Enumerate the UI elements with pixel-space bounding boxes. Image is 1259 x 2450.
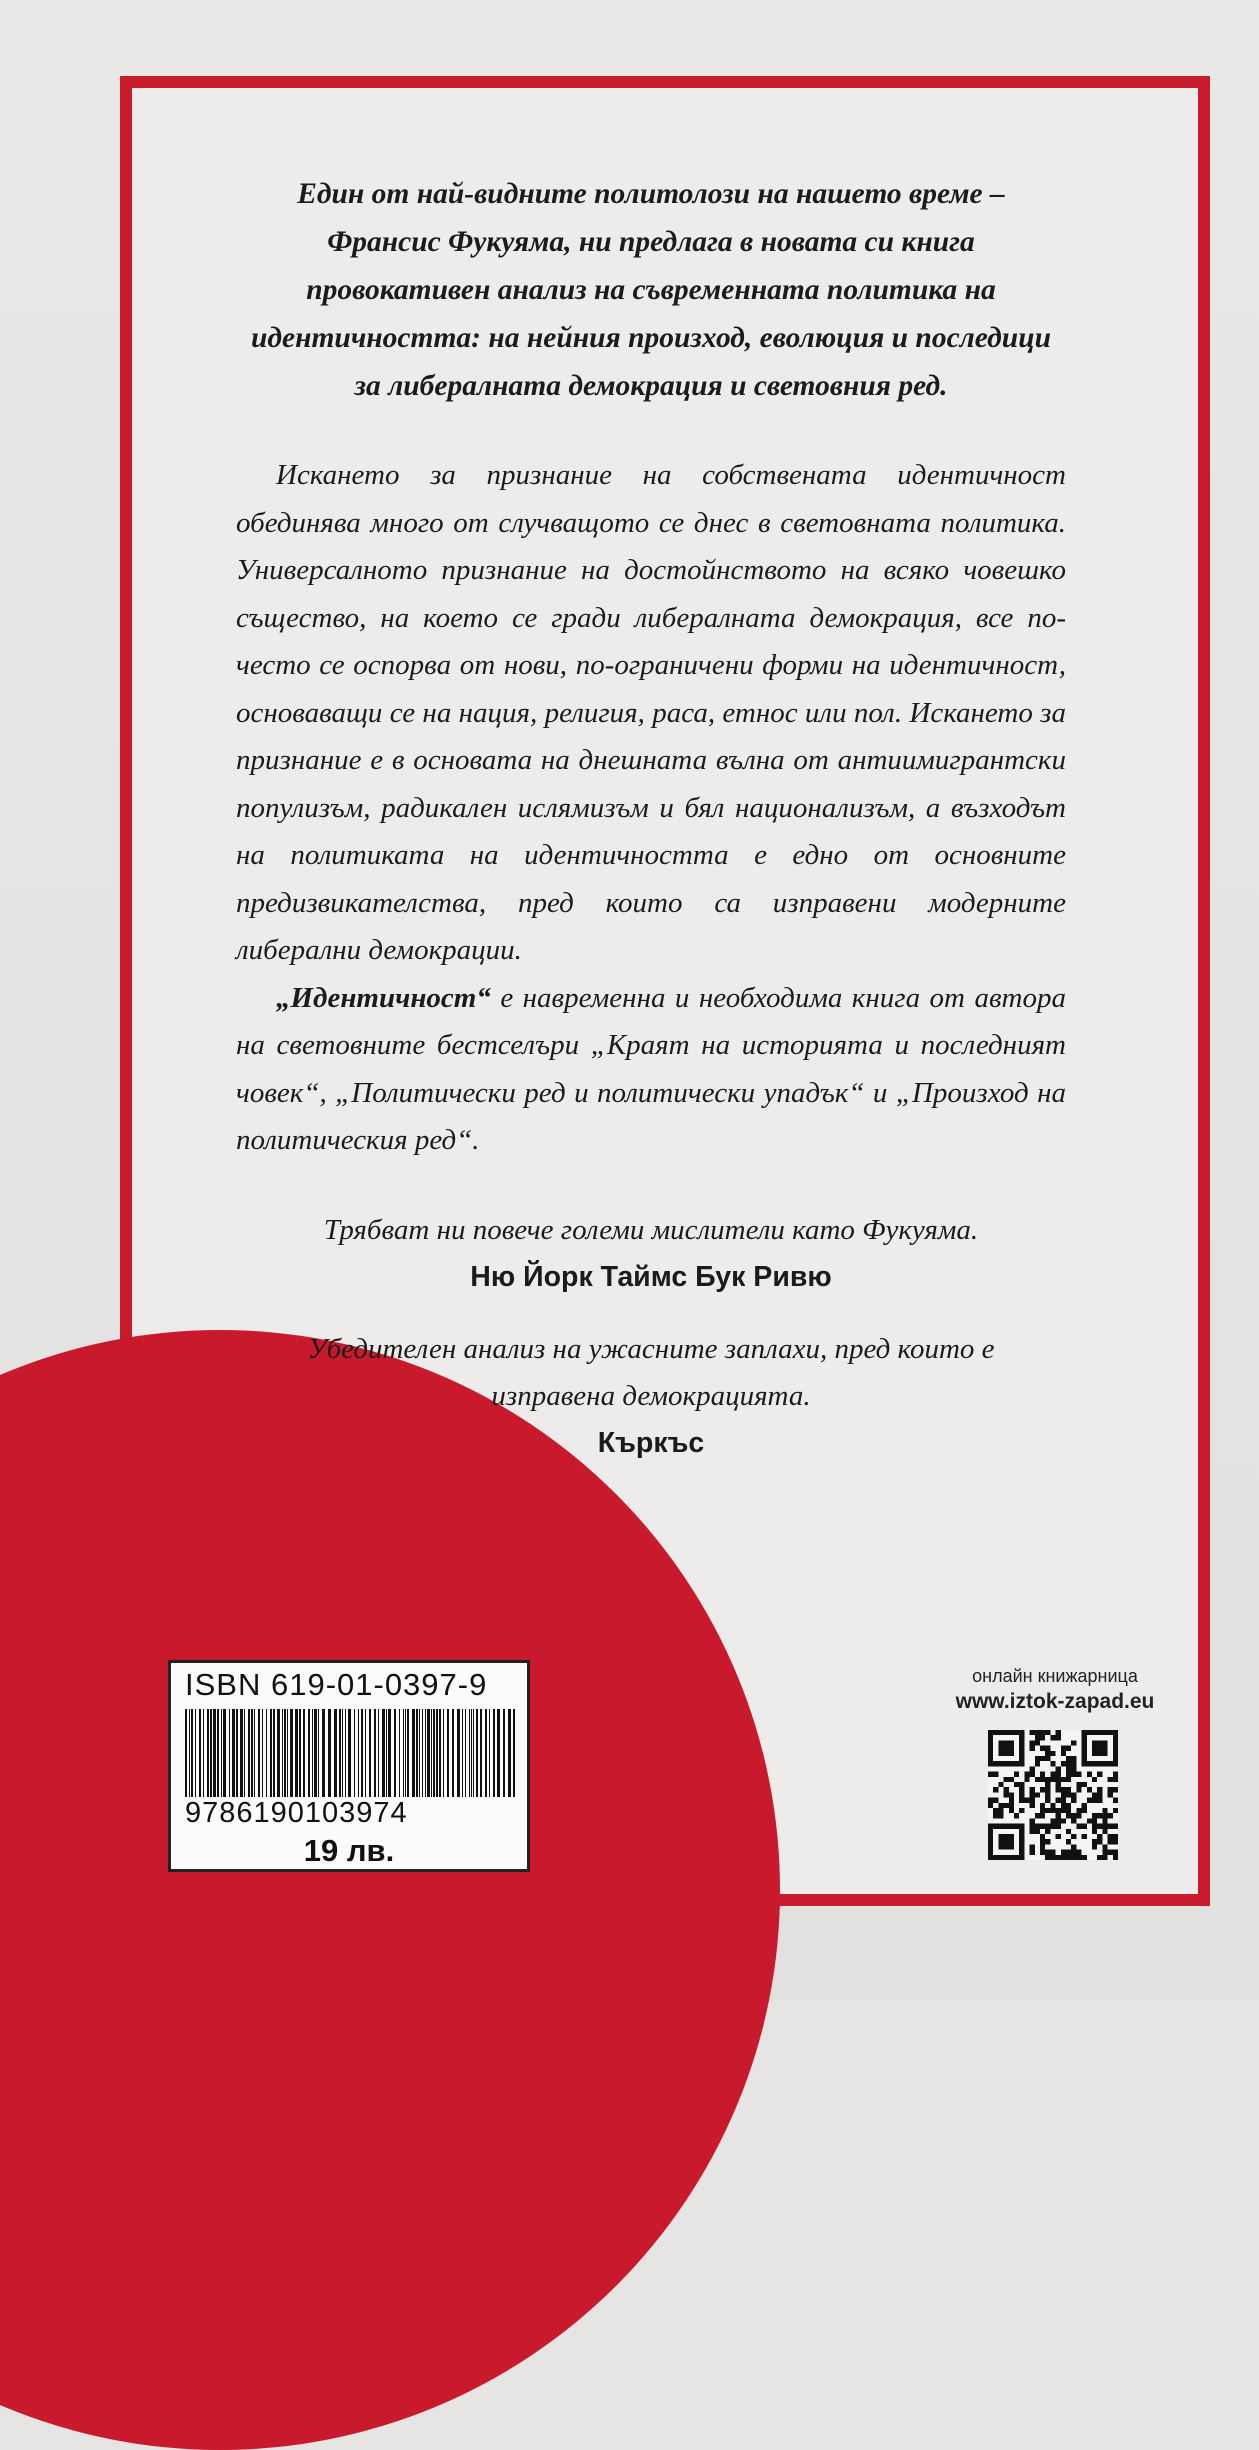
- intro-line: Франсис Фукуяма, ни предлага в новата си книга: [327, 226, 975, 258]
- body-paragraph-2: [236, 975, 1066, 1165]
- body-paragraph-2-text: е навременна и необходима книга от автора на световните бестселъри „Краят на историята и последният човек“, „Политически ред и политически упадък“ и „Произход на политическия ред“.: [236, 981, 1066, 1156]
- book-title-mention: „Идентичност“: [276, 981, 491, 1014]
- shop-url-link[interactable]: www.iztok-zapad.eu: [955, 1690, 1155, 1713]
- qr-code: [988, 1730, 1118, 1860]
- barcode-digits: 9786190103974: [185, 1797, 408, 1829]
- body-paragraph-1: Искането за признание на собствената идентичност обединява много от случващото се днес в световната политика. Универсалното признание на достойнството на всяко човешко същество, на което се гради либералната демокрация, все по-често се оспорва от нови, по-ограничени форми на идентичност, основаващи се на нация, религия, раса, етнос или пол. Искането за признание е в основата на днешната вълна от антиимигрантски популизъм, радикален ислямизъм и бял национализъм, а възходът на политиката на идентичността е едно от основните предизвикателства, пред които са изправени модерните либерални демокрации.: [236, 459, 1066, 966]
- isbn-price-sticker: [168, 1660, 530, 1872]
- intro-line: за либералната демокрация и световния ред.: [354, 370, 948, 402]
- intro-line: идентичността: на нейния произход, еволюция и последици: [250, 322, 1052, 354]
- intro-line: Един от най-видните политолози на нашето време –: [297, 178, 1005, 210]
- barcode: [185, 1709, 517, 1797]
- intro-paragraph: [236, 170, 1066, 410]
- review-source-1: Ню Йорк Таймс Бук Ривю: [470, 1260, 832, 1293]
- review-quote-2: Убедителен анализ на ужасните заплахи, пред които е изправена демокрацията.: [307, 1332, 995, 1412]
- blurb-text: [236, 170, 1066, 1466]
- intro-line: провокативен анализ на съвременната политика на: [306, 274, 996, 306]
- review-quote-1: Трябват ни повече големи мислители като Фукуяма.: [323, 1213, 979, 1246]
- isbn-label: ISBN 619-01-0397-9: [185, 1667, 488, 1702]
- review-source-2: Къркъс: [597, 1426, 705, 1459]
- price-label: 19 лв.: [303, 1833, 395, 1868]
- shop-label: онлайн книжарница: [972, 1666, 1138, 1686]
- online-shop: [940, 1664, 1170, 1716]
